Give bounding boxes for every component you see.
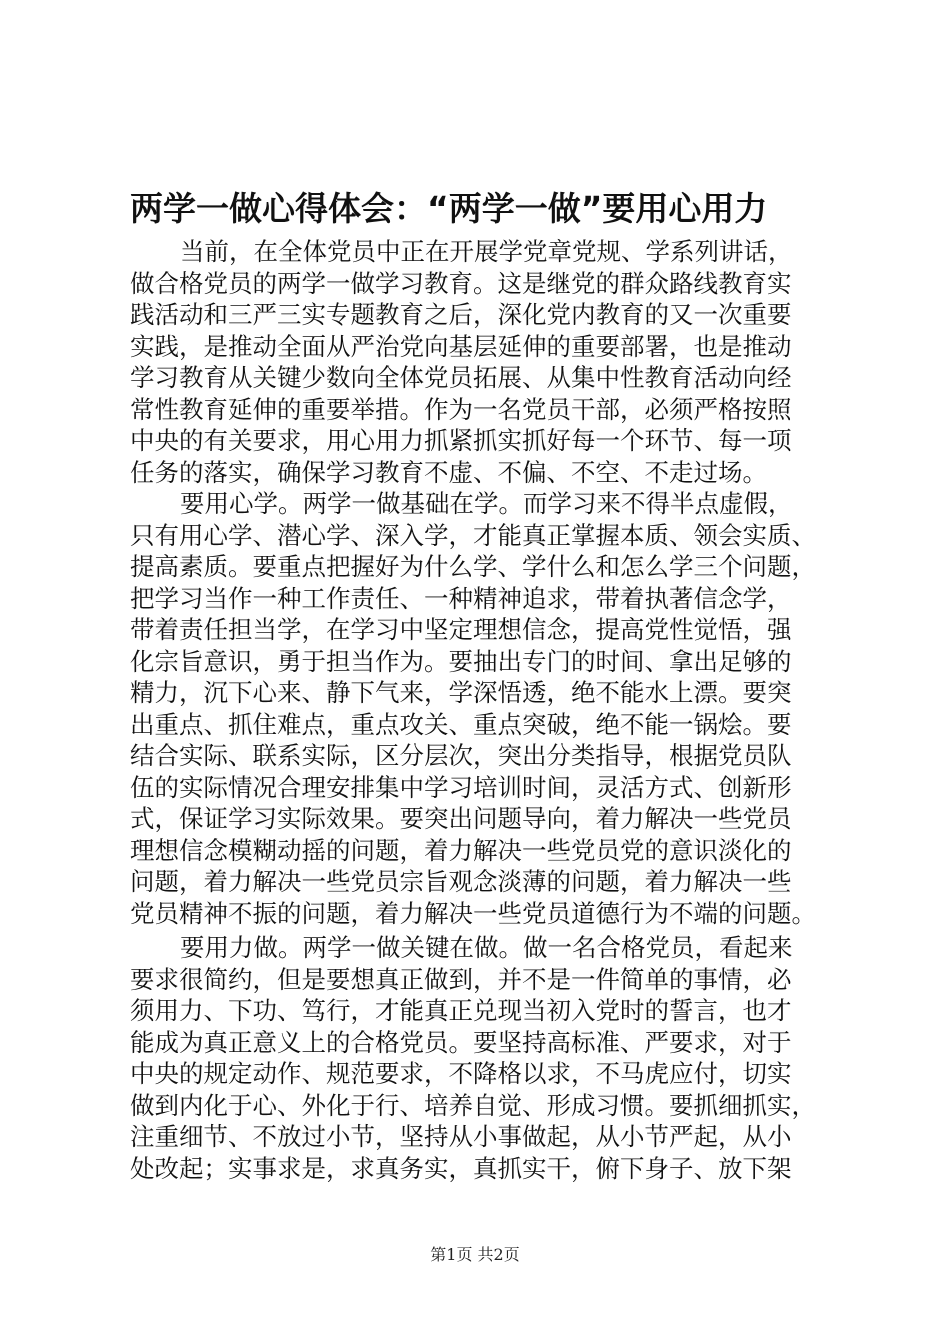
paragraph-line: 能成为真正意义上的合格党员。要坚持高标准、严要求，对于 <box>130 1027 792 1057</box>
paragraph-line: 带着责任担当学，在学习中坚定理想信念，提高党性觉悟，强 <box>130 615 792 644</box>
paragraph-practice <box>130 932 850 1184</box>
paragraph-line: 要用力做。两学一做关键在做。做一名合格党员，看起来 <box>180 933 793 962</box>
paragraph-line: 实践，是推动全面从严治党向基层延伸的重要部署，也是推动 <box>130 331 792 361</box>
paragraph-line: 做到内化于心、外化于行、培养自觉、形成习惯。要抓细抓实， <box>130 1090 816 1120</box>
paragraph-line: 处改起；实事求是，求真务实，真抓实干，俯下身子、放下架 <box>130 1153 792 1183</box>
paragraph-line: 须用力、下功、笃行，才能真正兑现当初入党时的誓言，也才 <box>130 996 792 1025</box>
paragraph-intro <box>130 236 850 488</box>
paragraph-line: 中央的规定动作、规范要求，不降格以求，不马虎应付，切实 <box>130 1059 792 1088</box>
paragraph-line: 理想信念模糊动摇的问题，着力解决一些党员党的意识淡化的 <box>130 835 792 865</box>
paragraph-line: 伍的实际情况合理安排集中学习培训时间，灵活方式、创新形 <box>130 772 792 802</box>
paragraph-line: 出重点、抓住难点，重点攻关、重点突破，绝不能一锅烩。要 <box>130 709 792 739</box>
document-title: 两学一做心得体会：“两学一做”要用心用力 <box>130 189 768 228</box>
paragraph-line: 学习教育从关键少数向全体党员拓展、从集中性教育活动向经 <box>130 363 792 392</box>
paragraph-line: 只有用心学、潜心学、深入学，才能真正掌握本质、领会实质、 <box>130 520 816 550</box>
paragraph-line: 要求很简约，但是要想真正做到，并不是一件简单的事情，必 <box>130 964 792 994</box>
paragraph-line: 当前，在全体党员中正在开展学党章党规、学系列讲话， <box>180 237 793 266</box>
paragraph-study <box>130 488 850 929</box>
paragraph-line: 任务的落实，确保学习教育不虚、不偏、不空、不走过场。 <box>130 457 767 487</box>
paragraph-line: 式，保证学习实际效果。要突出问题导向，着力解决一些党员 <box>130 804 792 833</box>
paragraph-line: 提高素质。要重点把握好为什么学、学什么和怎么学三个问题， <box>130 552 816 581</box>
paragraph-line: 常性教育延伸的重要举措。作为一名党员干部，必须严格按照 <box>130 394 792 424</box>
paragraph-line: 化宗旨意识，勇于担当作为。要抽出专门的时间、拿出足够的 <box>130 646 792 676</box>
paragraph-line: 结合实际、联系实际，区分层次，突出分类指导，根据党员队 <box>130 741 792 770</box>
paragraph-line: 中央的有关要求，用心用力抓紧抓实抓好每一个环节、每一项 <box>130 426 792 455</box>
paragraph-line: 践活动和三严三实专题教育之后，深化党内教育的又一次重要 <box>130 300 792 329</box>
paragraph-line: 做合格党员的两学一做学习教育。这是继党的群众路线教育实 <box>130 268 792 298</box>
paragraph-line: 党员精神不振的问题，着力解决一些党员道德行为不端的问题。 <box>130 898 816 928</box>
paragraph-line: 要用心学。两学一做基础在学。而学习来不得半点虚假， <box>180 489 793 518</box>
paragraph-line: 问题，着力解决一些党员宗旨观念淡薄的问题，着力解决一些 <box>130 867 792 896</box>
paragraph-line: 把学习当作一种工作责任、一种精神追求，带着执著信念学， <box>130 583 792 613</box>
page-footer: 第1页 共2页 <box>430 1245 520 1264</box>
paragraph-line: 精力，沉下心来、静下气来，学深悟透，绝不能水上漂。要突 <box>130 678 792 707</box>
paragraph-line: 注重细节、不放过小节，坚持从小事做起，从小节严起，从小 <box>130 1122 792 1151</box>
